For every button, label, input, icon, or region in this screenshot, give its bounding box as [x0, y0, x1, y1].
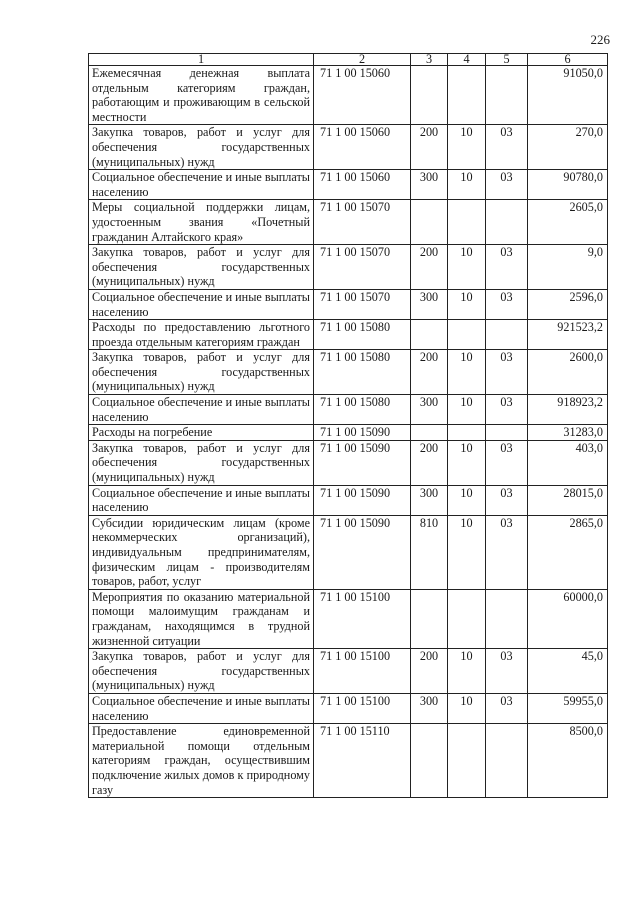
amount-cell: 403,0: [528, 440, 608, 485]
item-name-cell: Социальное обеспечение и иные выплаты населению: [89, 485, 314, 515]
subsection-cell: [486, 589, 528, 648]
expense-type-cell: 810: [411, 515, 448, 589]
expense-type-cell: 200: [411, 245, 448, 290]
subsection-cell: 03: [486, 440, 528, 485]
column-header: 6: [528, 54, 608, 66]
expense-type-cell: [411, 66, 448, 125]
subsection-cell: 03: [486, 693, 528, 723]
column-header: 3: [411, 54, 448, 66]
target-code-cell: 71 1 00 15090: [314, 485, 411, 515]
expense-type-cell: 300: [411, 170, 448, 200]
target-code-cell: 71 1 00 15080: [314, 395, 411, 425]
expense-type-cell: 300: [411, 485, 448, 515]
subsection-cell: [486, 320, 528, 350]
subsection-cell: [486, 425, 528, 441]
subsection-cell: 03: [486, 289, 528, 319]
item-name-cell: Мероприятия по оказанию материальной помощи малоимущим гражданам и гражданам, находящимся в трудной жизненной ситуации: [89, 589, 314, 648]
subsection-cell: 03: [486, 649, 528, 694]
amount-cell: 2605,0: [528, 200, 608, 245]
column-header: 2: [314, 54, 411, 66]
target-code-cell: 71 1 00 15070: [314, 289, 411, 319]
item-name-cell: Закупка товаров, работ и услуг для обеспечения государственных (муниципальных) нужд: [89, 245, 314, 290]
amount-cell: 9,0: [528, 245, 608, 290]
amount-cell: 28015,0: [528, 485, 608, 515]
target-code-cell: 71 1 00 15100: [314, 693, 411, 723]
amount-cell: 2865,0: [528, 515, 608, 589]
target-code-cell: 71 1 00 15110: [314, 724, 411, 798]
amount-cell: 918923,2: [528, 395, 608, 425]
page-number: 226: [590, 32, 610, 47]
amount-cell: 90780,0: [528, 170, 608, 200]
item-name-cell: Ежемесячная денежная выплата отдельным категориям граждан, работающим и проживающим в сельской местности: [89, 66, 314, 125]
item-name-cell: Социальное обеспечение и иные выплаты населению: [89, 289, 314, 319]
table-row: [89, 200, 608, 245]
subsection-cell: [486, 724, 528, 798]
table-row: [89, 649, 608, 694]
target-code-cell: 71 1 00 15060: [314, 125, 411, 170]
expense-type-cell: 200: [411, 350, 448, 395]
expense-type-cell: 300: [411, 289, 448, 319]
amount-cell: 2596,0: [528, 289, 608, 319]
amount-cell: 59955,0: [528, 693, 608, 723]
subsection-cell: 03: [486, 170, 528, 200]
expense-type-cell: [411, 589, 448, 648]
target-code-cell: 71 1 00 15100: [314, 649, 411, 694]
table-row: [89, 125, 608, 170]
amount-cell: 921523,2: [528, 320, 608, 350]
expense-type-cell: 300: [411, 395, 448, 425]
item-name-cell: Социальное обеспечение и иные выплаты населению: [89, 395, 314, 425]
section-cell: 10: [448, 485, 486, 515]
subsection-cell: 03: [486, 125, 528, 170]
item-name-cell: Закупка товаров, работ и услуг для обеспечения государственных (муниципальных) нужд: [89, 350, 314, 395]
section-cell: 10: [448, 125, 486, 170]
expense-type-cell: [411, 320, 448, 350]
table-row: [89, 724, 608, 798]
subsection-cell: [486, 66, 528, 125]
amount-cell: 91050,0: [528, 66, 608, 125]
amount-cell: 60000,0: [528, 589, 608, 648]
column-header: 4: [448, 54, 486, 66]
section-cell: 10: [448, 245, 486, 290]
section-cell: 10: [448, 693, 486, 723]
amount-cell: 270,0: [528, 125, 608, 170]
section-cell: 10: [448, 170, 486, 200]
target-code-cell: 71 1 00 15060: [314, 170, 411, 200]
item-name-cell: Социальное обеспечение и иные выплаты населению: [89, 693, 314, 723]
target-code-cell: 71 1 00 15070: [314, 200, 411, 245]
target-code-cell: 71 1 00 15060: [314, 66, 411, 125]
table-row: [89, 589, 608, 648]
amount-cell: 2600,0: [528, 350, 608, 395]
subsection-cell: 03: [486, 350, 528, 395]
item-name-cell: Закупка товаров, работ и услуг для обеспечения государственных (муниципальных) нужд: [89, 125, 314, 170]
column-header: 5: [486, 54, 528, 66]
table-body: [89, 66, 608, 798]
section-cell: [448, 200, 486, 245]
expense-type-cell: 200: [411, 125, 448, 170]
section-cell: 10: [448, 289, 486, 319]
item-name-cell: Расходы по предоставлению льготного проезда отдельным категориям граждан: [89, 320, 314, 350]
subsection-cell: [486, 200, 528, 245]
table-row: [89, 170, 608, 200]
item-name-cell: Расходы на погребение: [89, 425, 314, 441]
section-cell: 10: [448, 350, 486, 395]
expense-type-cell: [411, 200, 448, 245]
table-row: [89, 395, 608, 425]
section-cell: 10: [448, 515, 486, 589]
expense-type-cell: [411, 425, 448, 441]
subsection-cell: 03: [486, 395, 528, 425]
target-code-cell: 71 1 00 15090: [314, 440, 411, 485]
item-name-cell: Субсидии юридическим лицам (кроме некоммерческих организаций), индивидуальным предпринимателям, физическим лицам - производителям товаров, работ, услуг: [89, 515, 314, 589]
target-code-cell: 71 1 00 15080: [314, 350, 411, 395]
target-code-cell: 71 1 00 15090: [314, 425, 411, 441]
table-row: [89, 350, 608, 395]
table-row: [89, 289, 608, 319]
section-cell: [448, 425, 486, 441]
budget-table: [88, 53, 608, 798]
table-row: [89, 485, 608, 515]
item-name-cell: Меры социальной поддержки лицам, удостоенным звания «Почетный гражданин Алтайского края»: [89, 200, 314, 245]
target-code-cell: 71 1 00 15080: [314, 320, 411, 350]
subsection-cell: 03: [486, 485, 528, 515]
amount-cell: 8500,0: [528, 724, 608, 798]
section-cell: [448, 724, 486, 798]
table-row: [89, 425, 608, 441]
table-row: [89, 440, 608, 485]
section-cell: [448, 66, 486, 125]
target-code-cell: 71 1 00 15090: [314, 515, 411, 589]
section-cell: 10: [448, 649, 486, 694]
table-row: [89, 245, 608, 290]
table-row: [89, 693, 608, 723]
expense-type-cell: [411, 724, 448, 798]
subsection-cell: 03: [486, 515, 528, 589]
table-row: [89, 320, 608, 350]
header-row: [89, 54, 608, 66]
table-row: [89, 66, 608, 125]
item-name-cell: Предоставление единовременной материальной помощи отдельным категориям граждан, осуществившим подключение жилых домов к природному газу: [89, 724, 314, 798]
table-row: [89, 515, 608, 589]
amount-cell: 31283,0: [528, 425, 608, 441]
section-cell: [448, 589, 486, 648]
expense-type-cell: 300: [411, 693, 448, 723]
subsection-cell: 03: [486, 245, 528, 290]
section-cell: 10: [448, 440, 486, 485]
target-code-cell: 71 1 00 15070: [314, 245, 411, 290]
target-code-cell: 71 1 00 15100: [314, 589, 411, 648]
column-header: 1: [89, 54, 314, 66]
amount-cell: 45,0: [528, 649, 608, 694]
section-cell: [448, 320, 486, 350]
expense-type-cell: 200: [411, 440, 448, 485]
item-name-cell: Закупка товаров, работ и услуг для обеспечения государственных (муниципальных) нужд: [89, 649, 314, 694]
expense-type-cell: 200: [411, 649, 448, 694]
section-cell: 10: [448, 395, 486, 425]
item-name-cell: Закупка товаров, работ и услуг для обеспечения государственных (муниципальных) нужд: [89, 440, 314, 485]
item-name-cell: Социальное обеспечение и иные выплаты населению: [89, 170, 314, 200]
